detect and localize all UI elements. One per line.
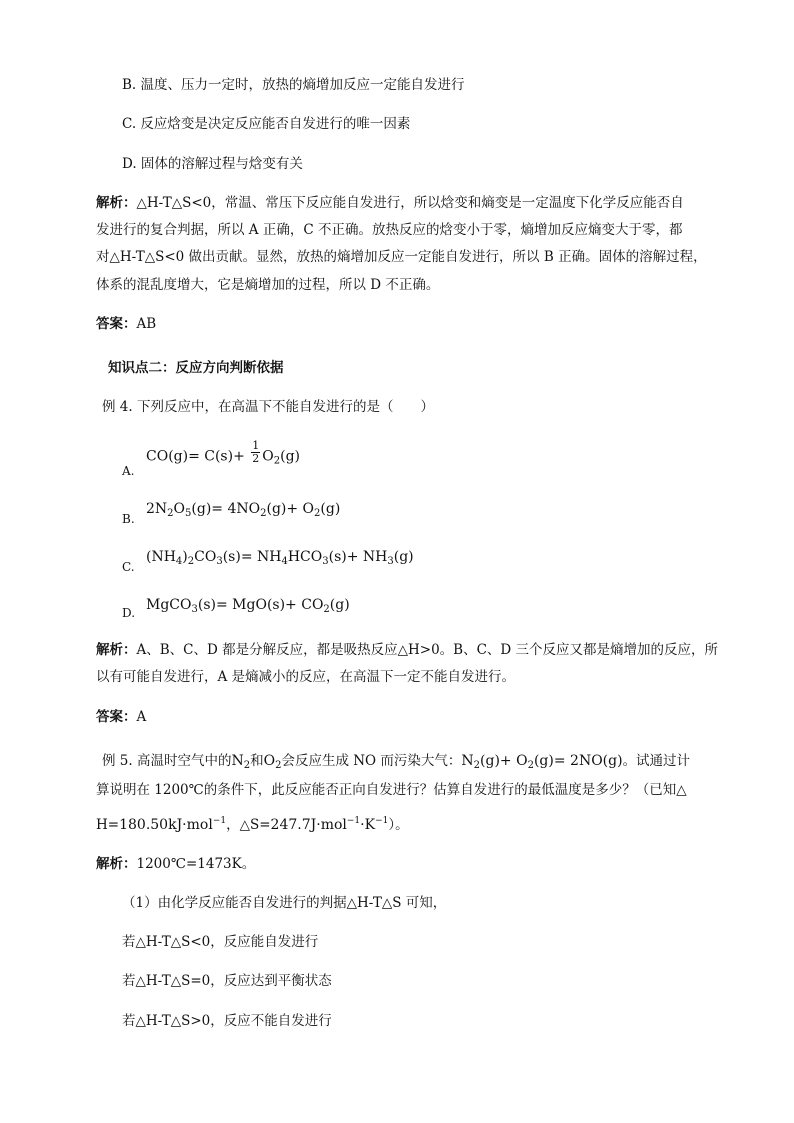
option-a-label: A. bbox=[122, 464, 135, 478]
equation-b: $2N_2O_5(g)= 4NO_2(g)+ O_2(g)$ bbox=[146, 501, 341, 519]
option-b-label: B. bbox=[122, 512, 135, 526]
example-5-line-3 bbox=[96, 812, 409, 834]
example-5-part-4: 。试通过计 bbox=[622, 753, 691, 769]
answer-1 bbox=[96, 315, 156, 333]
analysis-1-line-3: 对△H-T△S<0 做出贡献。显然，放热的熵增加反应一定能自发进行，所以 B 正确。固体的溶解过程， bbox=[96, 249, 707, 265]
analysis-1-line-1 bbox=[96, 194, 684, 212]
analysis-3-step-1: （1）由化学反应能否自发进行的判据△H-T△S 可知， bbox=[122, 895, 447, 911]
example-5-line-2: 算说明在 1200℃的条件下，此反应能否正向自发进行？估算自发进行的最低温度是多少？（已知△ bbox=[96, 782, 687, 798]
analysis-text: △H-T△S<0，常温、常压下反应能自发进行，所以焓变和熵变是一定温度下化学反应能否自 bbox=[136, 195, 684, 211]
answer-label: 答案： bbox=[96, 316, 137, 332]
analysis-text: A、B、C、D 都是分解反应，都是吸热反应△H>0。B、C、D 三个反应又都是熵增加的反应，所 bbox=[136, 642, 719, 658]
formula-n2: $N_2$ bbox=[231, 753, 251, 771]
example-5-line-1 bbox=[102, 752, 690, 775]
formula-o2: $O_2$ bbox=[263, 753, 282, 771]
delta-h-value: 180.50kJ·mol$^{-1}$ bbox=[119, 816, 227, 833]
option-d: D. 固体的溶解过程与焓变有关 bbox=[122, 156, 303, 172]
example-5-line-3-a: H= bbox=[96, 817, 120, 833]
analysis-3-case-3: 若△H-T△S>0，反应不能自发进行 bbox=[122, 1013, 332, 1029]
example-4-stem: 例 4. 下列反应中，在高温下不能自发进行的是（ ） bbox=[102, 399, 434, 415]
option-c: C. 反应焓变是决定反应能否自发进行的唯一因素 bbox=[122, 116, 411, 132]
analysis-label: 解析： bbox=[96, 642, 137, 658]
example-5-line-3-b: ，△S= bbox=[226, 817, 271, 833]
analysis-1-line-2: 发进行的复合判据，所以 A 正确，C 不正确。放热反应的焓变小于零，熵增加反应熵变大于零，都 bbox=[96, 222, 683, 238]
example-5-part-3: 会反应生成 NO 而污染大气： bbox=[281, 753, 462, 769]
equation-d: MgCO$_3$(s)= $MgO(s)+ CO_2(g)$ bbox=[146, 597, 350, 615]
equation-a: CO(g)= C(s)+ $\frac{1}{2}$ $O_2(g)$ bbox=[146, 439, 301, 467]
analysis-3-line-1 bbox=[96, 855, 255, 873]
analysis-3-case-1: 若△H-T△S<0，反应能自发进行 bbox=[122, 934, 319, 950]
answer-2 bbox=[96, 708, 146, 726]
answer-value: AB bbox=[136, 316, 157, 332]
answer-label: 答案： bbox=[96, 709, 137, 725]
analysis-2-line-2: 以有可能自发进行，A 是熵减小的反应，在高温下一定不能自发进行。 bbox=[96, 669, 516, 685]
equation-c: $(NH_4)_2CO_3(s)= NH_4HCO_3(s)+ NH_3(g)$ bbox=[146, 549, 414, 567]
analysis-3-case-2: 若△H-T△S=0，反应达到平衡状态 bbox=[122, 973, 332, 989]
analysis-2-line-1 bbox=[96, 641, 718, 659]
example-5-line-3-c: ）。 bbox=[388, 817, 409, 833]
example-5-part-2: 和 bbox=[250, 753, 264, 769]
analysis-text: 1200℃=1473K。 bbox=[136, 856, 256, 872]
analysis-1-line-4: 体系的混乱度增大，它是熵增加的过程，所以 D 不正确。 bbox=[96, 277, 440, 293]
option-b: B. 温度、压力一定时，放热的熵增加反应一定能自发进行 bbox=[122, 77, 465, 93]
analysis-label: 解析： bbox=[96, 195, 137, 211]
option-d-label: D. bbox=[122, 606, 136, 620]
answer-value: A bbox=[136, 709, 147, 725]
delta-s-value: $247.7J\cdot mol^{-1}\cdot K^{-1}$ bbox=[270, 816, 389, 833]
option-c-label: C. bbox=[122, 560, 135, 574]
analysis-label: 解析： bbox=[96, 856, 137, 872]
equation-n2-o2: $N_2(g)+ O_2(g)= 2NO(g)$ bbox=[461, 753, 623, 771]
section-title: 知识点二：反应方向判断依据 bbox=[108, 360, 284, 376]
example-5-part-1: 例 5. 高温时空气中的 bbox=[102, 753, 232, 769]
